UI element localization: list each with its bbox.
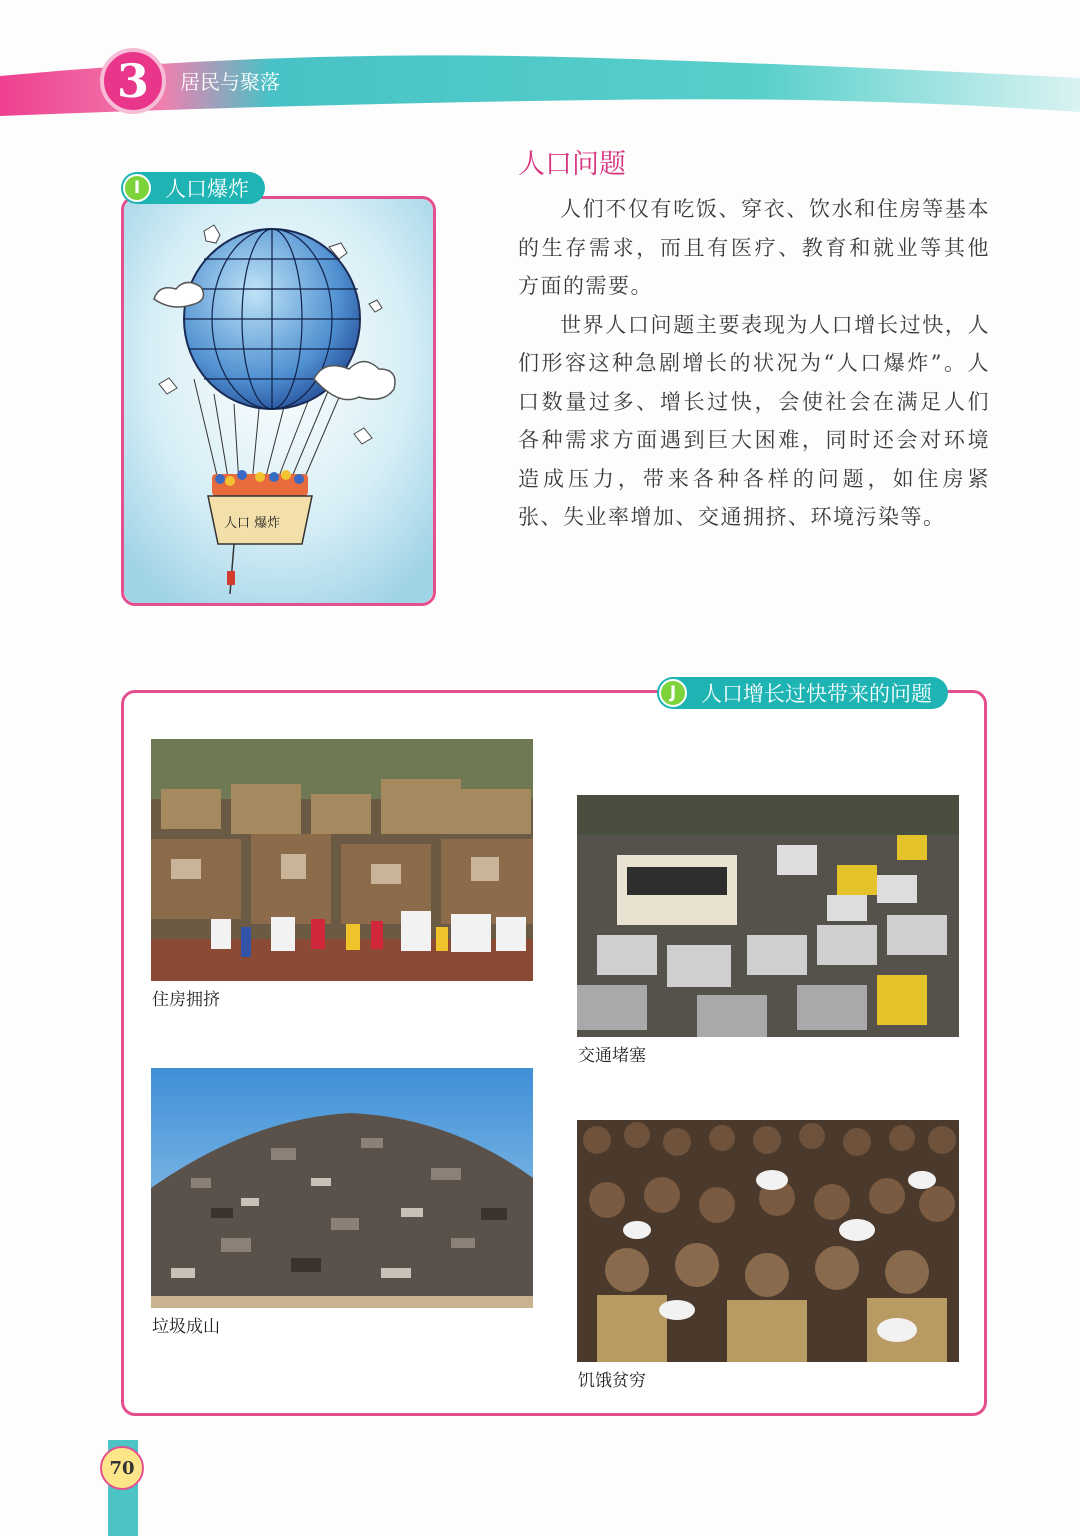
basket-label: 人口 爆炸: [224, 516, 281, 531]
chapter-header: [0, 0, 1080, 140]
photo-traffic-jam: [577, 795, 959, 1037]
caption-traffic-jam: 交通堵塞: [578, 1046, 646, 1066]
section-title: 人口问题: [518, 149, 626, 180]
caption-hunger-poverty: 饥饿贫穷: [578, 1371, 646, 1391]
figure-population-explosion: [121, 196, 436, 606]
figure-j-tag: [657, 677, 948, 709]
balloon-cartoon: [124, 199, 433, 603]
figure-j-letter: J: [659, 679, 687, 707]
photo-hunger-poverty: [577, 1120, 959, 1362]
paragraph-1: 人们不仅有吃饭、穿衣、饮水和住房等基本的生存需求，而且有医疗、教育和就业等其他方面的需要。: [518, 197, 990, 298]
photo-crowded-housing: [151, 739, 533, 981]
page-number: 70: [100, 1446, 144, 1490]
section-body: [518, 190, 990, 537]
figure-i-tag: [121, 172, 265, 204]
paragraph-2: 世界人口问题主要表现为人口增长过快，人们形容这种急剧增长的状况为“人口爆炸”。人口数量过多、增长过快，会使社会在满足人们各种需求方面遇到巨大困难，同时还会对环境造成压力，带来各种各样的问题，如住房紧张、失业率增加、交通拥挤、环境污染等。: [518, 312, 990, 529]
figure-j-title: 人口增长过快带来的问题: [701, 682, 932, 706]
caption-garbage-mountain: 垃圾成山: [152, 1317, 220, 1337]
caption-crowded-housing: 住房拥挤: [152, 990, 220, 1010]
figure-i-letter: I: [123, 174, 151, 202]
chapter-title: 居民与聚落: [180, 70, 280, 94]
figure-i-title: 人口爆炸: [165, 177, 249, 201]
chapter-number-badge: 3: [100, 48, 166, 114]
photo-garbage-mountain: [151, 1068, 533, 1308]
